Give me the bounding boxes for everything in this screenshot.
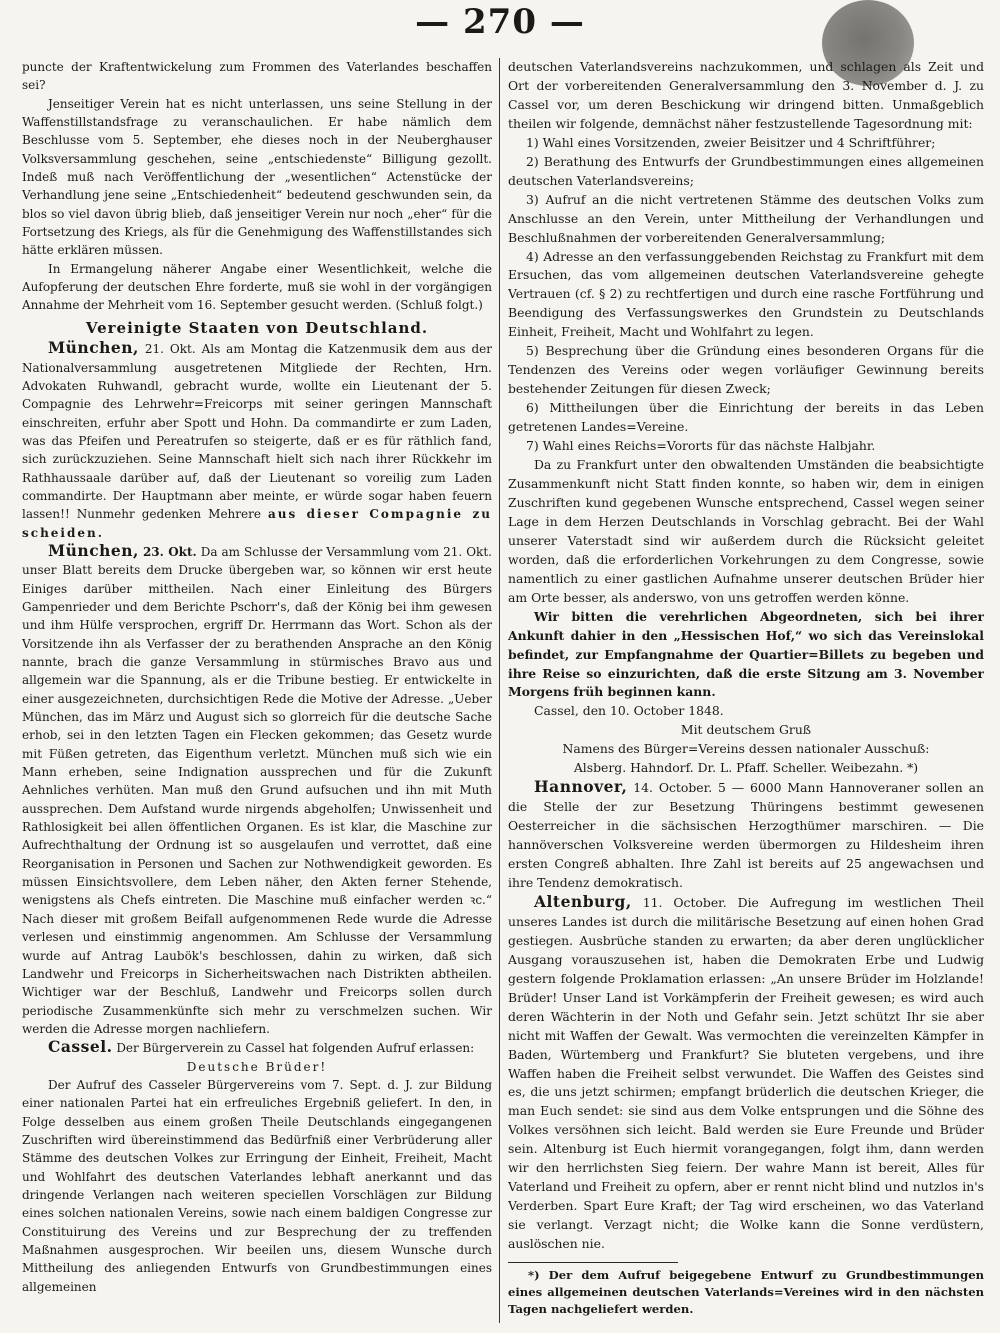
signature-date: Cassel, den 10. October 1848. [534,703,724,719]
left-column [22,58,492,1328]
agenda-item: 2) Berathung des Entwurfs der Grundbestimmungen eines allgemeinen deutschen Vaterlandsvereins; [508,153,984,188]
agenda-item: 4) Adresse an den verfassunggebenden Reichstag zu Frankfurt mit dem Ersuchen, das vom allgemeinen deutschen Vaterlandsvereine gehegte Vertrauen (cf. § 2) zu rechtfertigen und durch eine rasche Fortführung und Beendigung des Verfassungswerkes den Grundstein zu Deutschlands Einheit, Freiheit, Macht und Wohlfahrt zu legen. [508,248,984,340]
article-text-spaced: aus dieser Compagnie zu scheiden. [22,507,492,540]
agenda-item: 5) Besprechung über die Gründung eines besonderen Organs für die Tendenzen des Vereins oder wegen vorläufiger Gewinnung bereits bestehender Zeitungen für diesen Zweck; [508,343,984,397]
paragraph-ermangelung [22,260,492,315]
agenda-item: 1) Wahl eines Vorsitzenden, zweier Beisitzer und 4 Schriftführer; [526,134,936,150]
agenda-item: 6) Mittheilungen über die Einrichtung der bereits in das Leben getretenen Landes=Vereine. [508,400,984,435]
article-muenchen-21 [22,339,492,542]
dateline-place: Cassel. [48,1037,113,1057]
article-text: Der Bürgerverein zu Cassel hat folgenden Aufruf erlassen: [116,1041,475,1056]
signature-greeting: Mit deutschem Gruß [680,722,812,738]
paragraph-waffenstillstand: Jenseitiger Verein hat es nicht unterlassen, uns seine Stellung in der Waffenstillstandsfrage zu veranschaulichen. Er habe nämlich dem Beschlusse vom 5. September, ehe dieses noch in der Neuberghauser Volksversammlung geschehen, seine „entschiedenste“ Billigung gezollt. Indeß muß nach Veröffentlichung der „wesentlichen“ Actenstücke der Verhandlung jene seine „Entschiedenheit“ bedeutend geschwunden sein, da blos so viel davon übrig blieb, daß jenseitiger Verein nur noch „eher“ für die Fortsetzung des Kriegs, als für die Genehmigung des Waffenstillstandes sich hätte erklären müssen. [22,96,492,258]
article-text: Da am Schlusse der Versammlung vom 21. Okt. unser Blatt bereits dem Drucke übergeben war, so können wir erst heute Einiges darüber mittheilen. Nach einer Einleitung des Bürgers Gampenrieder und dem Berichte Pschorr's, daß der König bei ihm gewesen und ihm Hülfe versprochen, ergriff Dr. Herrmann das Wort. Schon als der Vorsitzende ihn als Verfasser der zu berathenden Ansprache an den König nannte, brach die ganze Versammlung in stürmisches Bravo aus und allgemein war die Spannung, als er die Tribune bestieg. Er entwickelte in einer ausgezeichneten, durchsichtigen Rede die Motive der Adresse. „Ueber München, das im März und August sich so glorreich für die deutsche Sache erhob, sei in den letzten Tagen ein Flecken gekommen; das Gesetz wurde mit Füßen getreten, das Eigenthum verletzt. München muß sich wie ein Mann erheben, seine Indignation aussprechen und für die Zukunft Aehnliches verhüten. Man muß den Grund aufsuchen und ihn mit Muth aussprechen. Dem Aufstand wurde nirgends abgeholfen; Unwissenheit und Rathlosigkeit bei allen öffentlichen Organen. Es ist klar, die Maschine zur Aufrechthaltung der Ordnung ist so ausgelaufen und verrottet, daß eine Reorganisation in Personen und Sachen zur Nothwendigkeit geworden. Es müssen Einsichtsvollere, dem Leben näher, den Akten ferner Stehende, wenigstens als Chefs eintreten. Die Maschine muß einfacher werden ꝛc.“ Nach dieser mit großem Beifall aufgenommenen Rede wurde die Adresse verlesen und einstimmig angenommen. Am Schlusse der Versammlung wurde auf Antrag Laubök's beschlossen, dahin zu wirken, daß sich Landwehr und Freicorps in Sicherheitswachen nach Distrikten abtheilen. Wichtiger war der Beschluß, Landwehr und Freicorps sollen durch periodische Zusammenkünfte sich mehr zu verschmelzen suchen. Wir werden die Adresse morgen nachliefern. [22,544,492,1036]
dateline-date: 21. Okt. [144,342,196,357]
proclamation-title: Deutsche Brüder! [186,1059,328,1074]
agenda-item: 3) Aufruf an die nicht vertretenen Stämme des deutschen Volks zum Anschlusse an den Verein, unter Mittheilung der Verhandlungen und Beschlußnahmen der vorbereitenden Generalversammlung; [508,191,984,245]
dateline-place: Altenburg, [534,891,632,911]
dateline-date: 23. Okt. [142,544,197,559]
article-text: 14. October. 5 — 6000 Mann Hannoveraner sollen an die Stelle der zur Besetzung Thüringens bestimmt gewesenen Oesterreicher in die sächsischen Herzogthümer marschiren. — Die hannöverschen Volksvereine werden übermorgen zu Hildesheim ihren ersten Congreß abhalten. Ihre Zahl ist bereits auf 25 angewachsen und ihre Tendenz demokratisch. [508,780,984,890]
continued-note: (Schluß folgt.) [395,298,483,313]
section-heading: Vereinigte Staaten von Deutschland. [85,318,429,337]
dateline-place: München, [48,540,139,560]
agenda-item: 7) Wahl eines Reichs=Vororts für das nächste Halbjahr. [526,438,876,454]
page-number: — 270 — [415,2,585,42]
column-divider [499,58,500,1323]
proclamation-text: Der Aufruf des Casseler Bürgervereins vom 7. Sept. d. J. zur Bildung einer nationalen Partei hat ein erfreuliches Ergebniß geliefert. In den, in Folge desselben aus einem großen Theile Deutschlands eingegangenen Zuschriften wird übereinstimmend das Bedürfniß einer Verbrüderung aller Stämme des deutschen Volkes zur Erringung der Einheit, Freiheit, Macht und Wohlfahrt des deutschen Vaterlandes lebhaft anerkannt und das dringende Verlangen nach weiteren speciellen Vorschlägen zur Bildung eines solchen nationalen Vereins, sowie nach einem baldigen Congresse zur Constituirung des Vereins und zur Besprechung der zu treffenden Maßnahmen ausgesprochen. Wir beeilen uns, diesem Wunsche durch Mittheilung des anliegenden Entwurfs von Grundbestimmungen eines allgemeinen [22,1077,492,1294]
footnote: *) Der dem Aufruf beigegebene Entwurf zu Grundbestimmungen eines allgemeinen deutschen Vaterlands=Vereines wird in den nächsten Tagen nachgeliefert werden. [508,1268,984,1317]
dateline-place: Hannover, [534,777,628,797]
article-text: 11. October. Die Aufregung im westlichen Theil unseres Landes ist durch die militärische Besetzung auf einen hohen Grad gestiegen. Ausbrüche standen zu erwarten; da aber deren unglücklicher Ausgang vorauszusehen ist, haben die Demokraten Erbe und Ludwig gestern folgende Proklamation erlassen: „An unsere Brüder im Holzlande! Brüder! Unser Land ist Vorkämpferin der Freiheit gewesen; es wird auch deren Wächterin in der Noth und Gefahr sein. Jetzt schützt Ihr sie aber nicht mit Waffen der Gewalt. Was vermochten die vereinzelten Kämpfer in Baden, Würtemberg und Frankfurt? Sie bluteten vergebens, und ihre Waffen haben die Freiheit selbst verwundet. Die Waffen des Geistes sind es, die uns jetzt schirmen; empfangt brüderlich die deutschen Krieger, die man Euch sendet: sie sind aus dem Volke entsprungen und die Söhne des Volkes versöhnen sich leicht. Bald werden sie Eure Freunde und Brüder sein. Altenburg ist Euch hiermit vorangegangen, folgt ihm, dann werden wir den herrlichsten Sieg feiern. Der wahre Mann ist bereit, Alles für Vaterland und Freiheit zu opfern, aber er rennt nicht blind und nutzlos in's Verderben. Spart Eure Kraft; der Tag wird erscheinen, wo das Vaterland sie verlangt. Verzagt nicht; die Wolke kann die Sonne verdüstern, auslöschen nie. [508,894,984,1252]
right-column [508,58,984,1328]
paragraph-abgeordneten: Wir bitten die verehrlichen Abgeordneten, sich bei ihrer Ankunft dahier in den „Hessischen Hof,“ wo sich das Vereinslokal befindet, zur Empfangnahme der Quartier=Billets zu begeben und ihre Reise so einzurichten, daß die erste Sitzung am 3. November Morgens früh beginnen kann. [508,608,984,700]
paragraph-text: In Ermangelung näherer Angabe einer Wesentlichkeit, welche die Aufopferung der deutschen Ehre forderte, muß sie wohl in der vorgängigen Annahme der Mehrheit vom 16. September gesucht werden. [22,261,492,313]
continued-paragraph: puncte der Kraftentwickelung zum Frommen des Vaterlandes beschaffen sei? [22,60,492,93]
agenda-list [508,134,984,456]
signature-names: Alsberg. Hahndorf. Dr. L. Pfaff. Scheller. Weibezahn. *) [573,760,919,776]
article-altenburg [508,893,984,1254]
article-cassel [22,1038,492,1057]
article-muenchen-23 [22,542,492,1038]
dateline-place: München, [48,338,139,358]
paragraph-frankfurt: Da zu Frankfurt unter den obwaltenden Umständen die beabsichtigte Zusammenkunft nicht Statt finden konnte, so haben wir, dem in einigen Zuschriften kund gegebenen Wunsche entsprechend, Cassel wegen seiner Lage in dem Herzen Deutschlands in Vorschlag gebracht. Bei der Wahl unserer Vaterstadt sind wir außerdem durch die Rücksicht geleitet worden, daß die erforderlichen Vorkehrungen zu dem Congresse, sowie namentlich zu einer gastlichen Aufnahme unserer deutschen Brüder hier am Orte besser, als anderswo, von uns getroffen werden könne. [508,457,984,605]
article-text: Als am Montag die Katzenmusik dem aus der Nationalversammlung ausgetretenen Mitgliede der Rechten, Hrn. Advokaten Ruhwandl, gebracht wurde, wollte ein Lieutenant der 5. Compagnie des Lehrwehr=Freicorps mit seiner geringen Mannschaft einschreiten, erfuhr aber Spott und Hohn. Da commandirte er zum Laden, was das Pfeifen und Pereatrufen so steigerte, daß er es für räthlich fand, sich zurückzuziehen. Seine Mannschaft hielt sich nach ihrer Rückkehr im Rathhaussaale darüber auf, daß der Lieutenant so voreilig zum Laden commandirte. Der Hauptmann aber meinte, er würde sogar haben feuern lassen!! Nunmehr gedenken Mehrere [22,342,492,522]
continued-paragraph: deutschen Vaterlandsvereins nachzukommen, und schlagen als Zeit und Ort der vorbereitenden Generalversammlung den 3. November d. J. zu Cassel vor, um deren Beschickung wir dringend bitten. Unmaßgeblich theilen wir folgende, demnächst näher festzustellende Tagesordnung mit: [508,59,984,131]
article-hannover [508,778,984,893]
signature-committee: Namens des Bürger=Vereins dessen nationaler Ausschuß: [562,741,930,757]
footnote-rule [508,1262,678,1263]
